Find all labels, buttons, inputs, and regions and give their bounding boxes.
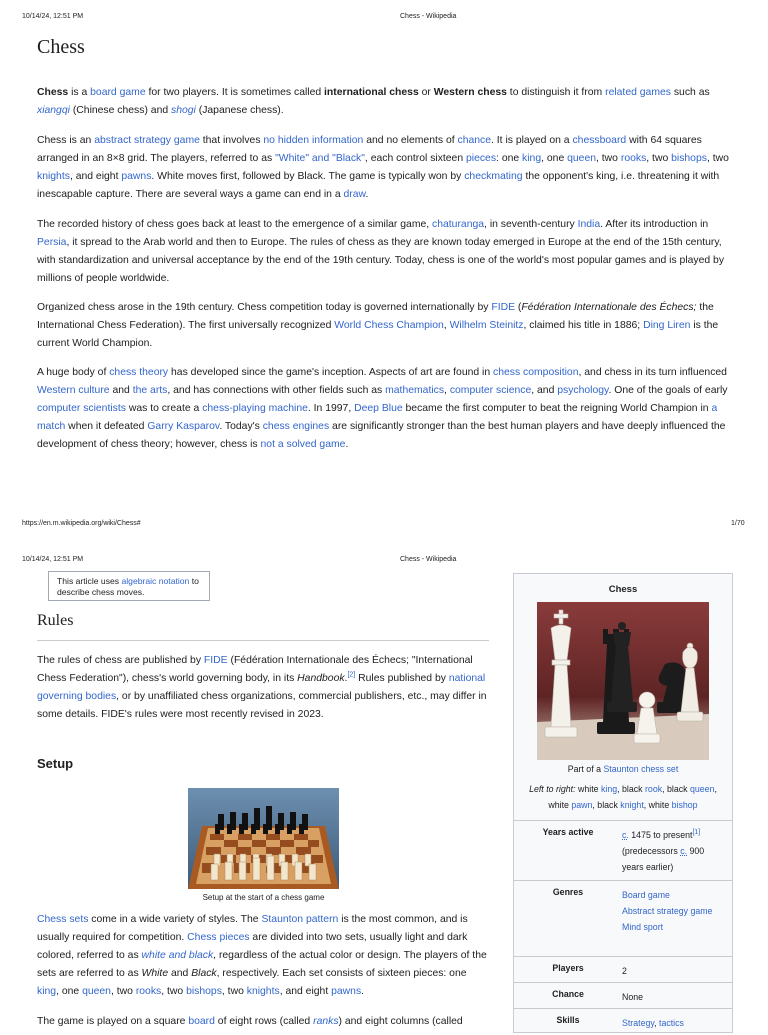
row-label: Chance <box>552 989 584 999</box>
link-draw[interactable]: draw <box>343 189 366 200</box>
link-persia[interactable]: Persia <box>37 237 67 248</box>
bold-term: Chess <box>37 87 69 98</box>
staunton-chess-set-image <box>537 602 709 760</box>
link-not-a-solved-game[interactable]: not a solved game <box>260 439 346 450</box>
link-knight[interactable]: knight <box>620 800 644 810</box>
row-label: Skills <box>556 1015 580 1025</box>
link-strategy[interactable]: Strategy <box>622 1018 655 1028</box>
infobox-row-genres <box>514 880 732 957</box>
link-chess-playing-machine[interactable]: chess-playing machine <box>202 403 308 414</box>
link-chessboard[interactable]: chessboard <box>572 135 627 146</box>
link-bishops[interactable]: bishops <box>671 153 707 164</box>
link-abstract-strategy-game[interactable]: Abstract strategy game <box>622 906 713 916</box>
link-chess-composition[interactable]: chess composition <box>493 367 579 378</box>
link-rooks[interactable]: rooks <box>620 153 647 164</box>
link-board-game[interactable]: Board game <box>622 890 670 900</box>
link-a-match[interactable]: a match <box>37 403 718 432</box>
print-url: https://en.m.wikipedia.org/wiki/Chess# <box>22 520 141 527</box>
link-pieces[interactable]: pieces <box>466 153 497 164</box>
link-chess-pieces[interactable]: Chess pieces <box>187 932 250 943</box>
link-knights[interactable]: knights <box>37 171 70 182</box>
print-title: Chess - Wikipedia <box>400 13 457 20</box>
infobox-row-years-active <box>514 820 732 881</box>
link-ding-liren[interactable]: Ding Liren <box>643 320 691 331</box>
link-staunton-pattern[interactable]: Staunton pattern <box>261 914 339 925</box>
infobox-title: Chess <box>608 584 638 595</box>
link-king[interactable]: king <box>600 784 618 794</box>
page-title: Chess <box>37 36 85 58</box>
reference-link[interactable]: [2] <box>347 671 356 679</box>
link-pawns[interactable]: pawns <box>331 986 362 997</box>
link-mathematics[interactable]: mathematics <box>385 385 445 396</box>
figure-caption: Setup at the start of a chess game <box>202 893 325 902</box>
infobox-caption: Part of a Staunton chess set <box>567 764 679 774</box>
board-paragraph: The game is played on a square board of eight rows (called ranks) and eight columns (called <box>37 1016 463 1027</box>
link-chess-theory[interactable]: chess theory <box>109 367 169 378</box>
section-heading-setup: Setup <box>37 756 74 771</box>
print-date: 10/14/24, 12:51 PM <box>22 13 84 20</box>
bold-term: international chess <box>324 87 419 98</box>
link-king[interactable]: king <box>522 153 542 164</box>
row-value <box>622 887 726 935</box>
link-world-chess-champion[interactable]: World Chess Champion <box>334 320 444 331</box>
link-king[interactable]: king <box>37 986 57 997</box>
link-no-hidden-information[interactable]: no hidden information <box>263 135 364 146</box>
link-india[interactable]: India <box>577 219 601 230</box>
link-garry-kasparov[interactable]: Garry Kasparov <box>147 421 220 432</box>
link-chance[interactable]: chance <box>457 135 492 146</box>
link-chess-sets[interactable]: Chess sets <box>37 914 89 925</box>
bold-term: Western chess <box>433 87 507 98</box>
infobox-row-chance <box>514 982 732 1009</box>
link-abstract-strategy-game[interactable]: abstract strategy game <box>94 135 200 146</box>
setup-figure <box>188 788 339 902</box>
link-related-games[interactable]: related games <box>605 87 671 98</box>
reference-link[interactable]: [1] <box>692 829 701 837</box>
link-chess-engines[interactable]: chess engines <box>262 421 330 432</box>
link-fide[interactable]: FIDE <box>203 655 228 666</box>
link-bishops[interactable]: bishops <box>186 986 222 997</box>
print-title: Chess - Wikipedia <box>400 556 457 563</box>
intro-paragraph-4: Organized chess arose in the 19th century. Chess competition today is governed internationally by FIDE (Fédération Internationale des Échecs; the International Chess Federation). The first universally recognized World Chess Champion, Wilhelm Steinitz, claimed his title in 1886; Ding Liren is the current World Champion. <box>37 302 719 349</box>
link-board[interactable]: board <box>188 1016 215 1027</box>
infobox-row-players <box>514 956 732 983</box>
link-board-game[interactable]: board game <box>90 87 146 98</box>
link-algebraic-notation[interactable]: algebraic notation <box>121 576 190 586</box>
link-deep-blue[interactable]: Deep Blue <box>354 403 403 414</box>
link-mind-sport[interactable]: Mind sport <box>622 922 664 932</box>
infobox-row-skills <box>514 1008 732 1035</box>
intro-paragraph-3: The recorded history of chess goes back at least to the emergence of a similar game, chaturanga, in seventh-century India. After its introduction in Persia, it spread to the Arab world and then to Europe. The rules of chess as they are known today emerged in Europe at the end of the 15th century, with standardization and universal acceptance by the end of the 19th century. Today, chess is one of the world's most popular games and is played by millions of people worldwide. <box>37 219 725 284</box>
row-label: Genres <box>552 887 584 897</box>
row-label: Years active <box>542 827 594 837</box>
row-value: Strategy, tactics <box>622 1018 684 1028</box>
link-the-arts[interactable]: the arts <box>132 385 168 396</box>
link-checkmating[interactable]: checkmating <box>464 171 523 182</box>
link-staunton-chess-set[interactable]: Staunton chess set <box>603 764 679 774</box>
link-circa[interactable]: c. <box>622 830 629 840</box>
section-heading-rules: Rules <box>37 612 489 641</box>
row-value: c. 1475 to present[1] (predecessors c. 900 years earlier) <box>622 829 705 872</box>
link-rooks[interactable]: rooks <box>135 986 162 997</box>
row-value: None <box>622 992 644 1002</box>
link-circa[interactable]: c. <box>680 846 688 856</box>
link-fide[interactable]: FIDE <box>491 302 516 313</box>
row-label: Players <box>552 963 584 973</box>
link-bishop[interactable]: bishop <box>671 800 698 810</box>
row-value: 2 <box>622 966 627 976</box>
link-xiangqi[interactable]: xiangqi <box>37 105 70 116</box>
rules-paragraph: The rules of chess are published by FIDE (Fédération Internationale des Échecs; "International Chess Federation"), chess's world governing body, in its Handbook.[2] Rules published by national governing bodies, or by unaffiliated chess organizations, commercial publishers, etc., may differ in some details. FIDE's rules were most recently revised in 2023. <box>37 655 487 720</box>
link-national-governing-bodies[interactable]: national governing bodies <box>37 673 486 702</box>
link-wilhelm-steinitz[interactable]: Wilhelm Steinitz <box>449 320 524 331</box>
intro-paragraph-1: Chess is a board game for two players. It is sometimes called international chess or Western chess to distinguish it from related games such as xiangqi (Chinese chess) and shogi (Japanese chess). <box>37 87 710 116</box>
page-number: 1/70 <box>731 520 745 527</box>
link-tactics[interactable]: tactics <box>659 1018 684 1028</box>
link-knights[interactable]: knights <box>246 986 280 997</box>
infobox-caption-detail: Left to right: white king, black rook, black queen, white pawn, black knight, white bishop <box>529 784 717 810</box>
setup-paragraph: Chess sets come in a wide variety of styles. The Staunton pattern is the most common, and is usually required for competition. Chess pieces are divided into two sets, usually light and dark colored, referred to as white and black, regardless of the actual color or design. The players of the sets are referred to as White and Black, respectively. Each set consists of sixteen pieces: one king, one queen, two rooks, two bishops, two knights, and eight pawns. <box>37 914 487 997</box>
link-computer-scientists[interactable]: computer scientists <box>37 403 126 414</box>
link-queen[interactable]: queen <box>567 153 597 164</box>
infobox <box>513 573 733 1033</box>
link-queen[interactable]: queen <box>82 986 111 997</box>
link-pawn[interactable]: pawn <box>571 800 593 810</box>
link-pawns[interactable]: pawns <box>121 171 152 182</box>
link-western-culture[interactable]: Western culture <box>37 385 110 396</box>
link-shogi[interactable]: shogi <box>171 105 196 116</box>
hatnote: This article uses algebraic notation to describe chess moves. <box>48 571 210 601</box>
link-rook[interactable]: rook <box>645 784 663 794</box>
link-computer-science[interactable]: computer science <box>449 385 532 396</box>
link-ranks[interactable]: ranks <box>313 1016 339 1027</box>
link-white-and-black[interactable]: "White" and "Black" <box>275 153 365 164</box>
link-white-and-black[interactable]: white and black <box>141 950 214 961</box>
chessboard-setup-image <box>188 788 339 889</box>
link-psychology[interactable]: psychology <box>557 385 609 396</box>
link-chaturanga[interactable]: chaturanga <box>432 219 485 230</box>
intro-paragraph-5: A huge body of chess theory has developed since the game's inception. Aspects of art are found in chess composition, and chess in its turn influenced Western culture and the arts, and has connections with other fields such as mathematics, computer science, and psychology. One of the goals of early computer scientists was to create a chess-playing machine. In 1997, Deep Blue became the first computer to beat the reigning World Champion in a match when it defeated Garry Kasparov. Today's chess engines are significantly stronger than the best human players and have deeply influenced the development of chess theory; however, chess is not a solved game. <box>37 367 728 450</box>
link-queen[interactable]: queen <box>690 784 715 794</box>
print-date: 10/14/24, 12:51 PM <box>22 556 84 563</box>
intro-paragraph-2: Chess is an abstract strategy game that involves no hidden information and no elements of chance. It is played on a chessboard with 64 squares arranged in an 8×8 grid. The players, referred to as "White" and "Black", each control sixteen pieces: one king, one queen, two rooks, two bishops, two knights, and eight pawns. White moves first, followed by Black. The game is typically won by checkmating the opponent's king, i.e. threatening it with inescapable capture. There are several ways a game can end in a draw. <box>37 135 729 200</box>
